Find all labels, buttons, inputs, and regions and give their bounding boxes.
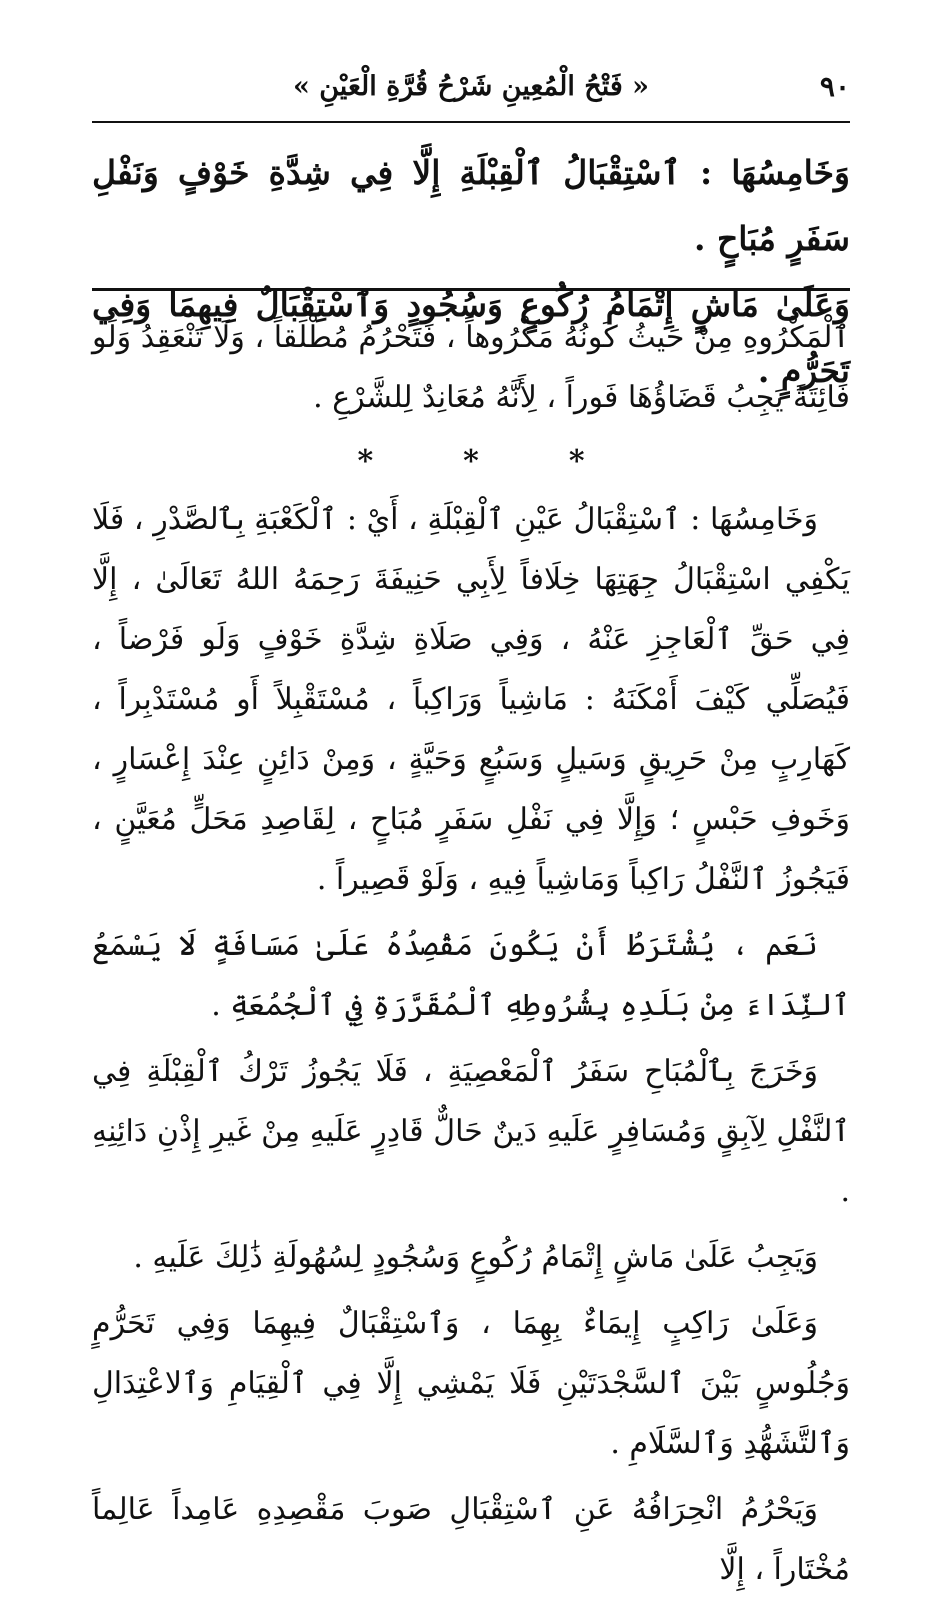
page-header [92, 66, 850, 106]
section-divider [92, 434, 850, 490]
paragraph: وَيَجِبُ عَلَىٰ مَاشٍ إِتْمَامُ رُكُوعٍ وَسُجُودٍ لِسُهُولَةِ ذَٰلِكَ عَلَيهِ . [133, 1240, 818, 1275]
matn-line: وَخَامِسُهَا : ٱسْتِقْبَالُ ٱلْقِبْلَةِ إِلَّا فِي شِدَّةِ خَوْفٍ وَنَفْلِ سَفَرٍ مُبَاحٍ . [92, 153, 850, 258]
matn-line: وَعَلَىٰ مَاشٍ إِتْمَامُ رُكُوعٍ وَسُجُودٍ وَٱسْتِقْبَالٌ فِيهِمَا وَفِي تَحَرُّمٍ . [92, 285, 850, 390]
header-rule [92, 121, 850, 123]
page-number: ٩٠ [819, 70, 850, 103]
paragraph: نَعَم ، يُشْتَرَطُ أَنْ يَكُونَ مَقْصِدُهُ عَلَىٰ مَسَافَةٍ لَا يَسْمَعُ ٱلنِّدَاءَ مِنْ بَلَدِهِ بِشُرُوطِهِ ٱلْمُقَرَّرَةِ فِي ٱلْجُمُعَةِ . [92, 928, 850, 1023]
paragraph: وَخَامِسُهَا : ٱسْتِقْبَالُ عَيْنِ ٱلْقِبْلَةِ ، أَيْ : ٱلْكَعْبَةِ بِٱلصَّدْرِ ، فَلَا يَكْفِي اسْتِقْبَالُ جِهَتِهَا خِلَافاً لِأَبِي حَنِيفَةَ رَحِمَهُ اللهُ تَعَالَىٰ ، إِلَّا فِي حَقِّ ٱلْعَاجِزِ عَنْهُ ، وَفِي صَلَاةِ شِدَّةِ خَوْفٍ وَلَو فَرْضاً ، فَيُصَلِّي كَيْفَ أَمْكَنَهُ : مَاشِياً وَرَاكِباً ، مُسْتَقْبِلاً أَو مُسْتَدْبِراً ، كَهَارِبٍ مِنْ حَرِيقٍ وَسَيلٍ وَسَبُعٍ وَحَيَّةٍ ، وَمِنْ دَائِنٍ عِنْدَ إِعْسَارٍ ، وَخَوفِ حَبْسٍ ؛ وَإِلَّا فِي نَفْلِ سَفَرٍ مُبَاحٍ ، لِقَاصِدِ مَحَلٍّ مُعَيَّنٍ ، فَيَجُوزُ ٱلنَّفْلُ رَاكِباً وَمَاشِياً فِيهِ ، وَلَوْ قَصِيراً . [92, 502, 850, 897]
running-title: « فَتْحُ الْمُعِينِ شَرْحُ قُرَّةِ الْعَيْنِ » [292, 70, 650, 102]
divider-star: * [357, 444, 374, 479]
matn-separator-rule [92, 288, 850, 291]
paragraph: وَيَحْرُمُ انْحِرَافُهُ عَنِ ٱسْتِقْبَالِ صَوبَ مَقْصِدِهِ عَامِداً عَالِماً مُخْتَاراً ، إِلَّا [92, 1492, 850, 1587]
paragraph: وَخَرَجَ بِٱلْمُبَاحِ سَفَرُ ٱلْمَعْصِيَةِ ، فَلَا يَجُوزُ تَرْكُ ٱلْقِبْلَةِ فِي ٱلنَّفْلِ لِآبِقٍ وَمُسَافِرٍ عَلَيهِ دَينٌ حَالٌّ قَادِرٍ عَلَيهِ مِنْ غَيرِ إِذْنِ دَائِنِهِ . [92, 1054, 850, 1209]
divider-star: * [463, 444, 479, 479]
commentary-text [92, 308, 850, 1606]
continuation-paragraph: ٱلْمَكْرُوهِ مِنْ حَيثُ كَونُهُ مَكْرُوهاً ، فَتَحْرُمُ مُطْلَقاً ، وَلَا تَنْعَقِدُ وَلَو فَائِتَةً يَجِبُ قَضَاؤُهَا فَوراً ، لِأَنَّهُ مُعَانِدٌ لِلشَّرْعِ . [92, 320, 850, 415]
paragraph: وَعَلَىٰ رَاكِبٍ إِيمَاءٌ بِهِمَا ، وَٱسْتِقْبَالٌ فِيهِمَا وَفِي تَحَرُّمٍ وَجُلُوسٍ بَيْنَ ٱلسَّجْدَتَيْنِ فَلَا يَمْشِي إِلَّا فِي ٱلْقِيَامِ وَٱلاعْتِدَالِ وَٱلتَّشَهُّدِ وَٱلسَّلَامِ . [92, 1306, 850, 1461]
divider-star: * [568, 444, 585, 479]
